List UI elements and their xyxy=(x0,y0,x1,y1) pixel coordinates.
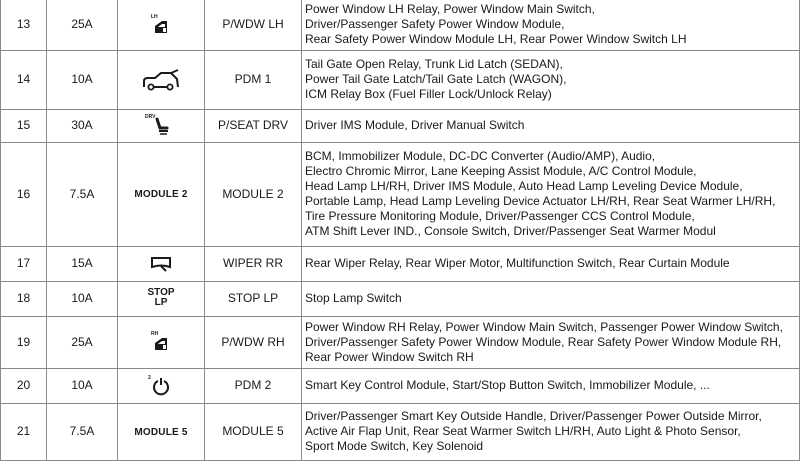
fuse-name: STOP LP xyxy=(205,281,302,316)
component-line: Head Lamp LH/RH, Driver IMS Module, Auto Head Lamp Leveling Device Module, xyxy=(305,179,743,193)
component-line: Rear Wiper Relay, Rear Wiper Motor, Multifunction Switch, Rear Curtain Module xyxy=(305,256,730,270)
rear-wiper-icon xyxy=(149,255,173,273)
component-line: Driver IMS Module, Driver Manual Switch xyxy=(305,118,525,132)
fuse-rating: 25A xyxy=(47,316,118,368)
component-line: Driver/Passenger Safety Power Window Module, Rear Safety Power Window Module RH, xyxy=(305,334,782,349)
component-line: Tail Gate Open Relay, Trunk Lid Latch (SEDAN), xyxy=(305,57,563,71)
fuse-name: PDM 1 xyxy=(205,50,302,109)
component-line: BCM, Immobilizer Module, DC-DC Converter (Audio/AMP), Audio, xyxy=(305,149,656,163)
symbol-text: MODULE 2 xyxy=(134,189,188,200)
component-line: Portable Lamp, Head Lamp Leveling Device Actuator LH/RH, Rear Seat Warmer LH/RH, xyxy=(305,194,776,208)
fuse-rating: 10A xyxy=(47,50,118,109)
protected-components xyxy=(302,246,800,281)
fuse-symbol xyxy=(118,403,205,460)
fuse-row-18 xyxy=(1,281,800,316)
protected-components xyxy=(302,50,800,109)
fuse-number: 13 xyxy=(1,0,47,50)
component-line: ICM Relay Box (Fuel Filler Lock/Unlock Relay) xyxy=(305,87,552,101)
fuse-row-14 xyxy=(1,50,800,109)
fuse-row-16 xyxy=(1,142,800,246)
fuse-rating: 7.5A xyxy=(47,142,118,246)
fuse-symbol xyxy=(118,142,205,246)
fuse-rating: 7.5A xyxy=(47,403,118,460)
fuse-number: 17 xyxy=(1,246,47,281)
fuse-row-17 xyxy=(1,246,800,281)
fuse-name: WIPER RR xyxy=(205,246,302,281)
fuse-symbol xyxy=(118,50,205,109)
fuse-name: P/WDW RH xyxy=(205,316,302,368)
component-line: Electro Chromic Mirror, Lane Keeping Assist Module, A/C Control Module, xyxy=(305,164,697,178)
fuse-symbol xyxy=(118,316,205,368)
component-line: Rear Power Window Switch RH xyxy=(305,349,474,364)
symbol-label: RH xyxy=(151,331,159,337)
component-line: Stop Lamp Switch xyxy=(305,291,402,305)
protected-components xyxy=(302,281,800,316)
fuse-name: MODULE 2 xyxy=(205,142,302,246)
fuse-row-19 xyxy=(1,316,800,368)
fuse-name: P/WDW LH xyxy=(205,0,302,50)
fuse-symbol xyxy=(118,0,205,50)
fuse-row-13 xyxy=(1,0,800,50)
fuse-number: 20 xyxy=(1,368,47,403)
fuse-rating: 10A xyxy=(47,368,118,403)
fuse-name: PDM 2 xyxy=(205,368,302,403)
start-button-icon xyxy=(148,374,171,396)
fuse-number: 21 xyxy=(1,403,47,460)
component-line: Power Tail Gate Latch/Tail Gate Latch (WAGON), xyxy=(305,72,567,86)
fuse-symbol xyxy=(118,281,205,316)
protected-components xyxy=(302,0,800,50)
symbol-label: 2 xyxy=(148,374,151,381)
symbol-stack xyxy=(147,288,174,308)
component-line: Power Window RH Relay, Power Window Main Switch, Passenger Power Window Switch, xyxy=(305,319,783,334)
component-line: Smart Key Control Module, Start/Stop Button Switch, Immobilizer Module, ... xyxy=(305,378,710,392)
component-line: Driver/Passenger Smart Key Outside Handle, Driver/Passenger Power Outside Mirror, xyxy=(305,409,762,423)
component-line: Active Air Flap Unit, Rear Seat Warmer Switch LH/RH, Auto Light & Photo Sensor, xyxy=(305,424,741,438)
fuse-row-15 xyxy=(1,109,800,142)
protected-components xyxy=(302,403,800,460)
fuse-name: MODULE 5 xyxy=(205,403,302,460)
component-line: ATM Shift Lever IND., Console Switch, Driver/Passenger Seat Warmer Modul xyxy=(305,224,716,238)
component-line: Rear Safety Power Window Module LH, Rear Power Window Switch LH xyxy=(305,32,687,47)
fuse-number: 18 xyxy=(1,281,47,316)
fuse-symbol xyxy=(118,368,205,403)
fuse-row-21 xyxy=(1,403,800,460)
symbol-label: DRV xyxy=(145,113,156,120)
protected-components xyxy=(302,109,800,142)
fuse-row-20 xyxy=(1,368,800,403)
fuse-name: P/SEAT DRV xyxy=(205,109,302,142)
fuse-rating: 25A xyxy=(47,0,118,50)
fuse-rating: 15A xyxy=(47,246,118,281)
symbol-line: LP xyxy=(154,297,168,308)
component-line: Power Window LH Relay, Power Window Main Switch, xyxy=(305,2,595,17)
symbol-line: STOP xyxy=(147,287,175,298)
fuse-number: 16 xyxy=(1,142,47,246)
fuse-rating: 30A xyxy=(47,109,118,142)
fuse-number: 15 xyxy=(1,109,47,142)
power-seat-icon xyxy=(145,113,172,136)
power-window-icon xyxy=(150,13,172,34)
symbol-text: MODULE 5 xyxy=(134,426,188,438)
protected-components xyxy=(302,316,800,368)
tail-gate-icon xyxy=(141,69,181,91)
fuse-number: 14 xyxy=(1,50,47,109)
fuse-table-body xyxy=(1,0,800,460)
fuse-number: 19 xyxy=(1,316,47,368)
symbol-label: LH xyxy=(151,13,158,20)
protected-components xyxy=(302,368,800,403)
component-line: Driver/Passenger Safety Power Window Module, xyxy=(305,17,565,32)
component-line: Sport Mode Switch, Key Solenoid xyxy=(305,439,484,453)
fuse-symbol xyxy=(118,246,205,281)
fuse-rating: 10A xyxy=(47,281,118,316)
component-line: Tire Pressure Monitoring Module, Driver/Passenger CCS Control Module, xyxy=(305,209,695,223)
power-window-icon xyxy=(150,333,172,351)
fuse-symbol xyxy=(118,109,205,142)
protected-components xyxy=(302,142,800,246)
